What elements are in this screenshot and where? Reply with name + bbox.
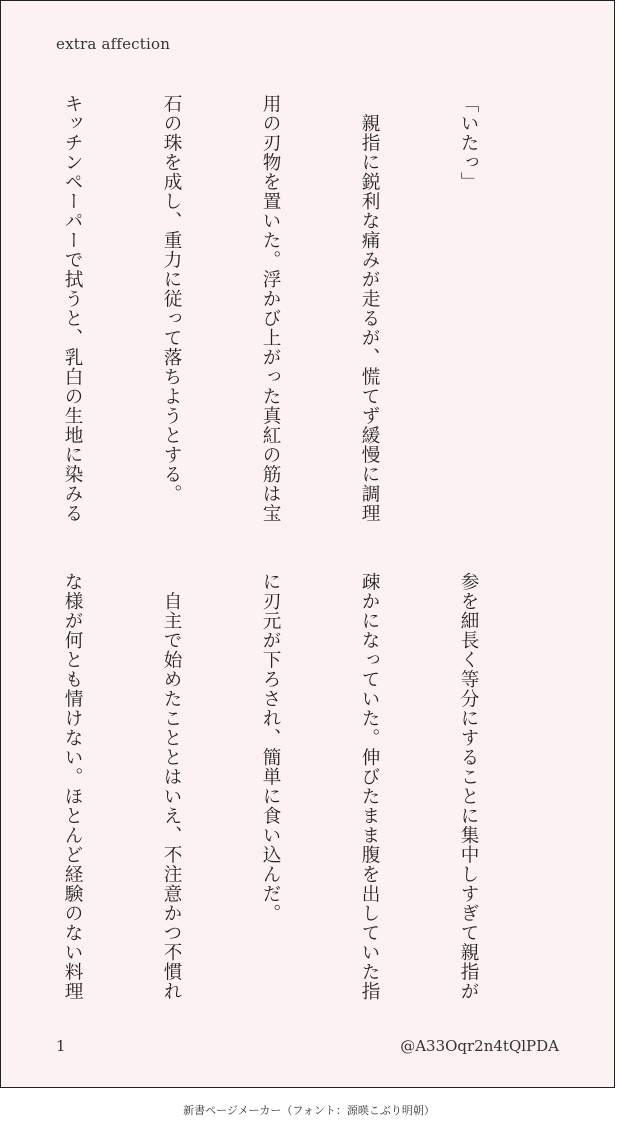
text-line: 参を細長く等分にすることに集中しすぎて親指が [458,572,479,1001]
author-credit: @A33Oqr2n4tQlPDA [400,1037,559,1055]
text-line: 自主で始めたこととはいえ、不注意かつ不慣れ [161,572,182,1001]
text-line: 用の刃物を置いた。浮かび上がった真紅の筋は宝 [260,94,281,523]
upper-text-column [0,94,551,523]
text-line: な様が何とも情けない。ほとんど経験のない料理 [62,572,83,1001]
text-line: 疎かになっていた。伸びたまま腹を出していた指 [359,572,380,1001]
lower-text-column [0,572,551,1021]
text-line: 「いたっ」 [458,94,479,192]
generator-footer: 新書ページメーカー（フォント：源暎こぶり明朝） [183,1104,435,1117]
text-line: に刃元が下ろされ、簡単に食い込んだ。 [260,572,281,923]
text-line: 石の珠を成し、重力に従って落ちようとする。 [161,94,182,504]
page-header-title: extra affection [56,35,171,53]
page-number: 1 [56,1037,66,1055]
text-line: 親指に鋭利な痛みが走るが、慌てず緩慢に調理 [359,94,380,523]
text-line: キッチンペーパーで拭うと、乳白の生地に染みる [62,94,83,523]
